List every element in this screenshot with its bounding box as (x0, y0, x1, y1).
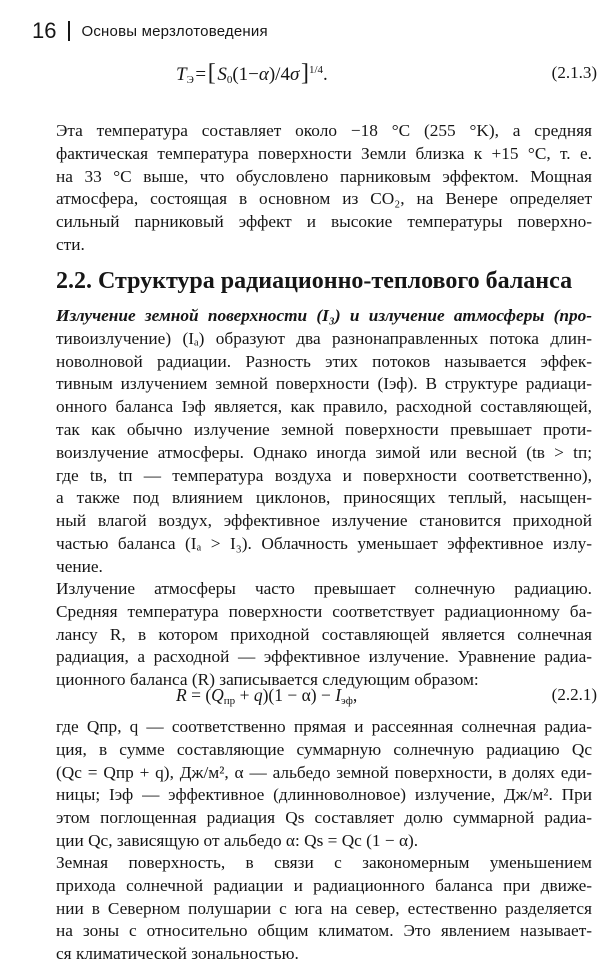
text-line: где Qпр, q — соответственно прямая и рассеянная солнечная радиа- (56, 717, 592, 736)
text-line: Средняя температура поверхности соответствует радиационному ба- (56, 601, 592, 621)
section-heading: 2.2. Структура радиационно-теплового баланса (56, 268, 573, 294)
text-line: прихода солнечной радиации и радиационного баланса при движе- (56, 875, 592, 895)
paragraph-3 (56, 716, 592, 853)
text-line: Излучение атмосферы часто превышает солнечную радиацию. (56, 579, 592, 598)
text-line: тивным излучением земной поверхности (Iэф). В структуре радиаци- (56, 374, 592, 394)
text-line: нии в Северном полушарии с юга на север, естественно разделяется (56, 898, 592, 918)
text-line: на 33 °C выше, что обусловлено парниковым эффектом. Мощная (56, 166, 592, 186)
text-line: фактическая температура поверхности Земли близка к +15 °C, т. е. (56, 143, 592, 163)
intro-paragraph (56, 120, 592, 257)
text-line: лансу R, в котором приходной составляющей является солнечная (56, 624, 592, 644)
header-divider (68, 21, 70, 41)
equation-formula: $T_Э$ = [ $S_0(1-\alpha)/4\sigma$ ]$^{1/4}$. (176, 60, 328, 86)
running-header (32, 16, 268, 46)
text-line: частью баланса (Iₐ > I₃). Облачность уменьшает эффективное излу- (56, 533, 592, 553)
text-line: ция, в сумме составляющие суммарную солнечную радиацию Qc (56, 739, 592, 759)
text-line: ции Qc, зависящую от альбедо α: Qs = Qc (1 − α). (56, 830, 419, 850)
text-line: сти. (56, 234, 85, 254)
text-line: ционного баланса (R) записывается следующим образом: (56, 670, 479, 690)
text-line: атмосфера, состоящая в основном из CO₂, на Венере определяет (56, 189, 592, 209)
text-line: где tв, tп — температура воздуха и поверхности соответственно), (56, 465, 592, 485)
text-line: ный влагой воздух, эффективное излучение становится приходной (56, 511, 592, 531)
text-line: воизлучение атмосферы. Однако иногда зимой или весной (tв > tп; (56, 442, 592, 462)
text-line: на зоны с относительно общим климатом. Это явлением называет- (56, 921, 592, 941)
text-line: радиация, а расходной — эффективное излучение. Уравнение радиа- (56, 647, 592, 667)
text-line: сильный парниковый эффект и высокие температуры поверхно- (56, 212, 592, 232)
equation-2-1-3 (0, 58, 613, 88)
paragraph-2 (56, 578, 592, 692)
text-line: Излучение земной поверхности (I₃) и излучение атмосферы (про- (56, 306, 592, 325)
text-line: а также под влиянием циклонов, приносящих теплый, насыщен- (56, 488, 592, 508)
text-line: этом поглощенная радиация Qs составляет долю суммарной радиа- (56, 808, 592, 828)
equation-number: (2.2.1) (551, 685, 597, 704)
paragraph-4 (56, 852, 592, 966)
text-line: онного баланса Iэф является, как правило, расходной составляющей, (56, 397, 592, 417)
running-title: Основы мерзлотоведения (81, 22, 268, 40)
text-line: ницы; Iэф — эффективное (длинноволновое) излучение, Дж/м². При (56, 785, 592, 805)
equation-2-2-1 (0, 680, 613, 710)
text-line: (Qc = Qпр + q), Дж/м², α — альбедо земной поверхности, в долях еди- (56, 762, 592, 782)
equation-number: (2.1.3) (551, 63, 597, 82)
text-line: тивоизлучение) (Iₐ) образуют два разнонаправленных потока длин- (56, 328, 592, 348)
equation-formula: $R = (Q_{пр} + q)(1 - \alpha) - I_{эф}$, (176, 685, 358, 707)
paragraph-1 (56, 305, 592, 579)
text-line: новолновой радиации. Разность этих потоков называется эффек- (56, 351, 592, 371)
text-line: так как обычно излучение земной поверхности превышает проти- (56, 419, 592, 439)
text-line: ся климатической зональностью. (56, 944, 299, 964)
text-line: Земная поверхность, в связи с закономерным уменьшением (56, 853, 592, 872)
page-number: 16 (32, 18, 57, 43)
text-line: Эта температура составляет около −18 °C (255 °K), а средняя (56, 121, 592, 140)
text-line: чение. (56, 556, 103, 576)
